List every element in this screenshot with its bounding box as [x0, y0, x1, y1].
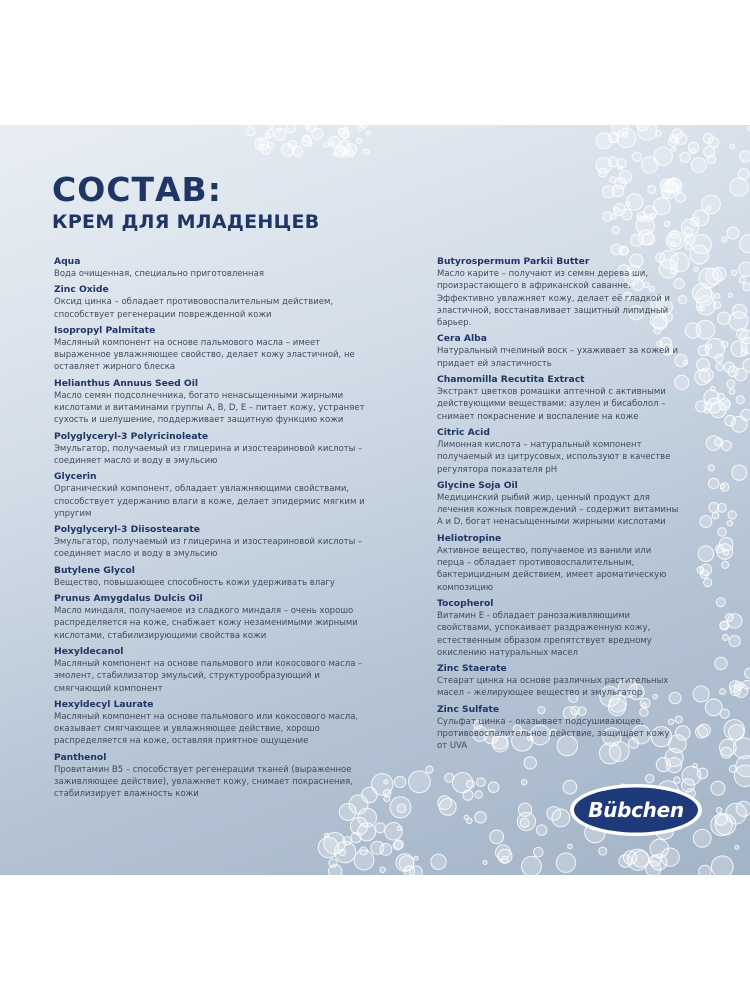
ingredient-description-line: Стеарат цинка на основе различных растительных — [437, 676, 669, 687]
ingredient-description-line: способствует удержанию влаги в коже, делает эпидермис мягким и — [54, 496, 365, 507]
ingredient-description-line: масел – желирующее вещество и эмульгатор — [437, 688, 643, 699]
ingredient-description-line: Масляный компонент на основе пальмового или кокосового масла – — [54, 658, 363, 669]
composition-panel — [0, 125, 750, 875]
ingredient-description-line: придает ей эластичность — [437, 358, 552, 369]
ingredient-description-line: барьер. — [437, 318, 472, 329]
ingredient-description-line: действующими веществами: азулен и бисаболол – — [437, 399, 666, 410]
ingredient-description-line: Провитамин B5 – способствует регенерации тканей (выраженное — [54, 764, 352, 775]
ingredient-description-line: соединяет масло и воду в эмульсию — [54, 455, 218, 466]
ingredient-glycine-soja-oil — [437, 480, 705, 529]
ingredient-description-line: Эффективно увлажняет кожу, делает её гладкой и — [437, 293, 670, 304]
page-title: СОСТАВ: — [52, 170, 222, 209]
ingredient-isopropyl-palmitate — [54, 325, 394, 374]
ingredient-name: Hexyldecyl Laurate — [54, 698, 154, 710]
ingredient-description-line: Эмульгатор, получаемый из глицерина и изостеариновой кислоты – — [54, 443, 363, 454]
ingredient-name: Glycine Soja Oil — [437, 479, 518, 491]
ingredient-description-line: смягчающий компонент — [54, 683, 163, 694]
ingredient-description-line: Органический компонент, обладает увлажняющими свойствами, — [54, 484, 350, 495]
ingredient-butyrospermum-parkii-butter — [437, 256, 705, 329]
ingredient-name: Citric Acid — [437, 426, 490, 438]
ingredient-description-line: способствует регенерации поврежденной кожи — [54, 309, 272, 320]
ingredient-description-line: распределяется на коже, снабжает кожу незаменимыми жирными — [54, 618, 358, 629]
ingredient-name: Hexyldecanol — [54, 645, 124, 657]
ingredient-name: Chamomilla Recutita Extract — [437, 374, 585, 386]
ingredient-description-line: от UVA — [437, 741, 468, 752]
ingredient-description-line: эмолент, стабилизатор эмульсий, структурообразующий и — [54, 671, 320, 682]
ingredient-zinc-sulfate — [437, 704, 705, 753]
ingredient-name: Polyglyceryl-3 Diisostearate — [54, 524, 200, 536]
ingredient-name: Zinc Staerate — [437, 663, 507, 675]
ingredient-aqua — [54, 256, 394, 280]
ingredient-name: Panthenol — [54, 751, 107, 763]
ingredient-description-line: противовоспалительное действие, защищает кожу — [437, 729, 670, 740]
ingredient-name: Polyglyceryl-3 Polyricinoleate — [54, 430, 209, 442]
ingredient-name: Zinc Sulfate — [437, 703, 500, 715]
ingredient-description-line: окислению натуральных масел — [437, 647, 578, 658]
ingredient-hexyldecanol — [54, 646, 394, 695]
ingredient-panthenol — [54, 752, 394, 801]
ingredient-cera-alba — [437, 333, 705, 370]
ingredient-chamomilla-recutita-extract — [437, 374, 705, 423]
ingredient-name: Glycerin — [54, 471, 97, 483]
ingredient-description-line: Натуральный пчелиный воск – ухаживает за кожей и — [437, 346, 679, 357]
ingredient-hexyldecyl-laurate — [54, 699, 394, 748]
ingredient-description-line: Вода очищенная, специально приготовленная — [54, 269, 264, 279]
ingredient-zinc-staerate — [437, 663, 705, 700]
ingredient-name: Tocopherol — [437, 597, 494, 609]
ingredient-description-line: эластичной, восстанавливает защитный липидный — [437, 305, 669, 316]
ingredient-description-line: Лимонная кислота – натуральный компонент — [437, 439, 642, 450]
ingredient-name: Helianthus Annuus Seed Oil — [54, 377, 199, 389]
ingredient-name: Aqua — [54, 256, 81, 267]
ingredient-description-line: стабилизирует влажность кожи — [54, 789, 199, 800]
ingredient-description-line: Медицинский рыбий жир, ценный продукт для — [437, 492, 650, 503]
ingredient-description-line: получаемый из цитрусовых, используют в качестве — [437, 452, 671, 463]
ingredient-description-line: Активное вещество, получаемое из ванили или — [437, 545, 652, 556]
ingredient-polyglyceryl-3-diisostearate — [54, 524, 394, 561]
ingredient-description-line: кислотами, стабилизирующими свойства кожи — [54, 630, 267, 641]
ingredient-description-line: Витамин Е - обладает ранозаживляющими — [437, 610, 631, 621]
ingredient-description-line: оказывает смягчающее и увлажняющее действие, хорошо — [54, 724, 320, 735]
brand-logo — [568, 782, 704, 838]
ingredient-name: Cera Alba — [437, 333, 487, 345]
ingredient-description-line: Масло карите – получают из семян дерева ши, — [437, 269, 648, 279]
ingredient-description-line: Вещество, повышающее способность кожи удерживать влагу — [54, 577, 335, 588]
ingredient-name: Butyrospermum Parkii Butter — [437, 256, 590, 267]
ingredient-description-line: Оксид цинка – обладает противовоспалительным действием, — [54, 297, 334, 308]
ingredient-name: Butylene Glycol — [54, 564, 135, 576]
ingredient-description-line: оставляет жирного блеска — [54, 362, 176, 373]
page-subtitle: КРЕМ ДЛЯ МЛАДЕНЦЕВ — [52, 211, 320, 233]
ingredient-butylene-glycol — [54, 565, 394, 589]
ingredient-description-line: кислотами и витаминами группы A, B, D, E – питает кожу, устраняет — [54, 403, 365, 414]
ingredient-name: Zinc Oxide — [54, 284, 109, 296]
ingredient-glycerin — [54, 471, 394, 520]
ingredient-description-line: распределяется на коже, оставляя приятное ощущение — [54, 736, 309, 747]
ingredient-description-line: композицию — [437, 582, 494, 593]
ingredient-description-line: регулятора показателя pH — [437, 464, 558, 475]
ingredient-description-line: сухость и шелушение, поддерживает защитную функцию кожи — [54, 415, 344, 426]
ingredient-description-line: Масло семян подсолнечника, богато ненасыщенными жирными — [54, 390, 344, 401]
ingredient-zinc-oxide — [54, 284, 394, 321]
ingredient-name: Heliotropine — [437, 532, 502, 544]
ingredient-polyglyceryl-3-polyricinoleate — [54, 431, 394, 468]
ingredient-name: Prunus Amygdalus Dulcis Oil — [54, 593, 203, 605]
ingredient-description-line: произрастающего в африканской саванне. — [437, 281, 631, 292]
ingredient-description-line: естественным образом препятствует вредному — [437, 635, 652, 646]
ingredient-description-line: снимает покраснение и воспаление на коже — [437, 411, 639, 422]
ingredient-description-line: лечения кожных повреждений – содержит витамины — [437, 505, 679, 516]
ingredient-tocopherol — [437, 598, 705, 659]
ingredient-description-line: заживляющее действие), увлажняет кожу, снимает покраснения, — [54, 777, 353, 788]
ingredient-description-line: A и D, богат ненасыщенными жирными кислотами — [437, 517, 666, 528]
ingredient-description-line: свойствами, успокаивает раздраженную кожу, — [437, 623, 651, 634]
ingredient-description-line: выраженное увлажняющее свойство, делает кожу эластичной, не — [54, 350, 355, 361]
ingredients-left-column — [54, 256, 394, 805]
ingredient-description-line: Масляный компонент на основе пальмового или кокосового масла, — [54, 711, 359, 722]
ingredient-heliotropine — [437, 533, 705, 594]
ingredient-description-line: упругим — [54, 508, 92, 519]
ingredient-description-line: Эмульгатор, получаемый из глицерина и изостеариновой кислоты – — [54, 537, 363, 548]
ingredient-description-line: бактерицидным действием, имеет ароматическую — [437, 570, 667, 581]
ingredient-helianthus-annuus-seed-oil — [54, 378, 394, 427]
ingredient-description-line: соединяет масло и воду в эмульсию — [54, 549, 218, 560]
ingredient-prunus-amygdalus-dulcis-oil — [54, 593, 394, 642]
brand-name: Bübchen — [588, 798, 684, 822]
ingredient-name: Isopropyl Palmitate — [54, 324, 156, 336]
ingredient-citric-acid — [437, 427, 705, 476]
ingredients-right-column — [437, 256, 705, 757]
ingredient-description-line: Сульфат цинка – оказывает подсушивающее, — [437, 716, 644, 727]
ingredient-description-line: Экстракт цветков ромашки аптечной с активными — [437, 387, 666, 398]
ingredient-description-line: Масляный компонент на основе пальмового масла – имеет — [54, 337, 321, 348]
ingredient-description-line: Масло миндаля, получаемое из сладкого миндаля – очень хорошо — [54, 606, 354, 617]
ingredient-description-line: перца – обладает противовоспалительным, — [437, 558, 635, 569]
